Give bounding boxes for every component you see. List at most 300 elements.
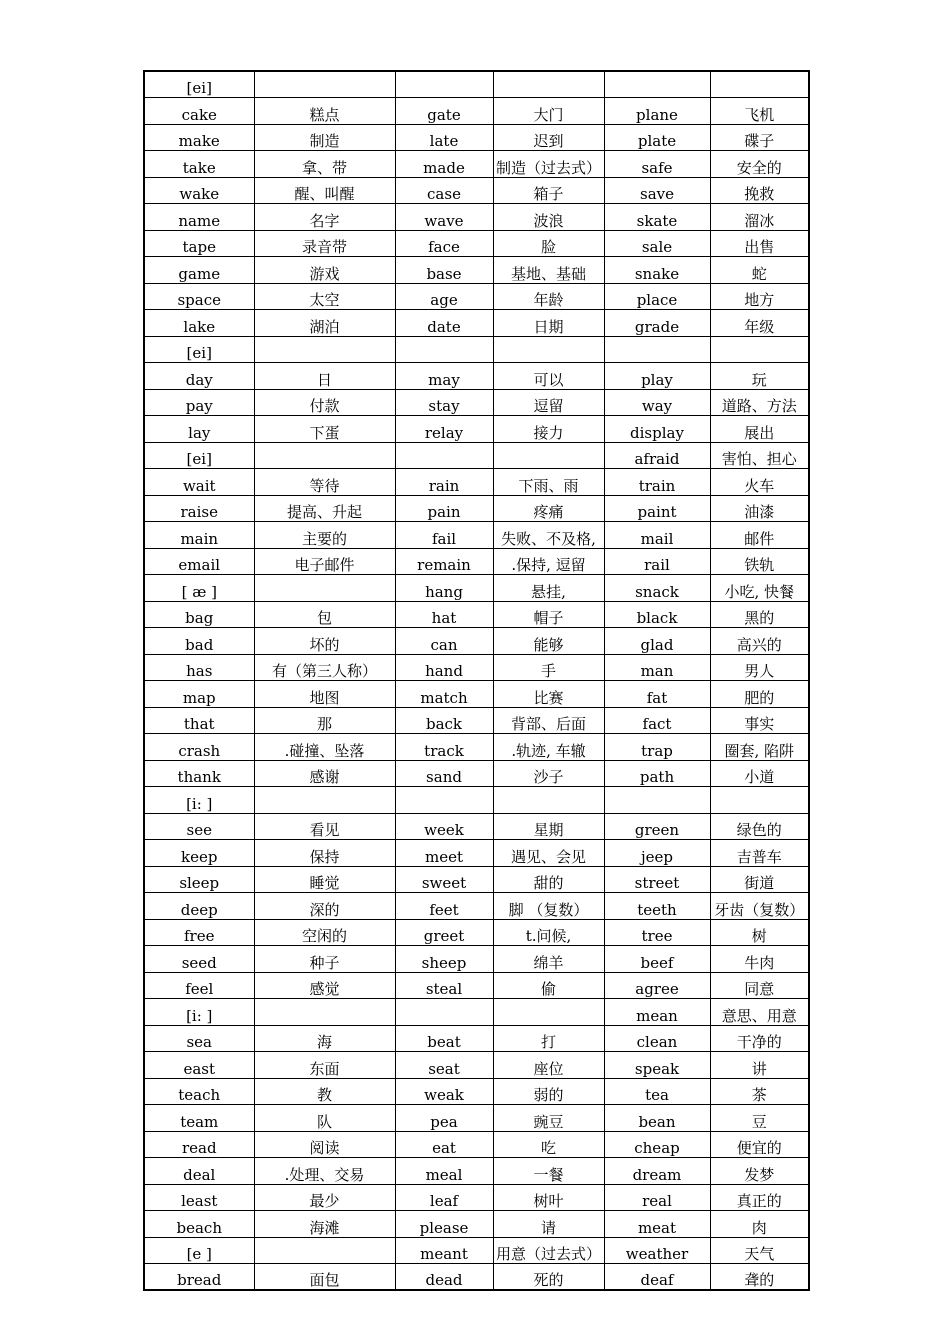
cell-word-3: sale	[604, 230, 710, 257]
cell-word-2: date	[395, 310, 493, 337]
table-row	[144, 681, 809, 708]
cell-meaning-3: 天气	[710, 1237, 809, 1264]
cell-word-1: bad	[144, 628, 254, 655]
cell-word-3: skate	[604, 204, 710, 231]
table-row	[144, 1264, 809, 1291]
cell-meaning-1: 包	[254, 601, 395, 628]
cell-word-2: made	[395, 151, 493, 178]
cell-word-2: face	[395, 230, 493, 257]
cell-meaning-3: 油漆	[710, 495, 809, 522]
cell-meaning-3: 同意	[710, 972, 809, 999]
cell-word-1: has	[144, 654, 254, 681]
cell-meaning-2: 帽子	[493, 601, 604, 628]
cell-meaning-3: 意思、用意	[710, 999, 809, 1026]
cell-word-2: gate	[395, 98, 493, 125]
table-row	[144, 71, 809, 98]
cell-word-2: hang	[395, 575, 493, 602]
table-row	[144, 416, 809, 443]
table-row	[144, 230, 809, 257]
cell-word-3: fact	[604, 707, 710, 734]
cell-meaning-3: 挽救	[710, 177, 809, 204]
cell-meaning-1: 海	[254, 1025, 395, 1052]
cell-word-1: see	[144, 813, 254, 840]
table-row	[144, 601, 809, 628]
cell-meaning-2: 座位	[493, 1052, 604, 1079]
cell-word-1: read	[144, 1131, 254, 1158]
cell-word-3: green	[604, 813, 710, 840]
cell-word-1: crash	[144, 734, 254, 761]
cell-meaning-2: 豌豆	[493, 1105, 604, 1132]
cell-meaning-2: 树叶	[493, 1184, 604, 1211]
cell-word-2: late	[395, 124, 493, 151]
cell-word-3: play	[604, 363, 710, 390]
cell-meaning-3: 聋的	[710, 1264, 809, 1291]
cell-meaning-2: 大门	[493, 98, 604, 125]
cell-meaning-2: 逗留	[493, 389, 604, 416]
cell-word-3: cheap	[604, 1131, 710, 1158]
table-row	[144, 919, 809, 946]
cell-word-1: space	[144, 283, 254, 310]
cell-meaning-3: 干净的	[710, 1025, 809, 1052]
cell-word-3: place	[604, 283, 710, 310]
cell-word-1: name	[144, 204, 254, 231]
cell-word-3: way	[604, 389, 710, 416]
cell-meaning-2	[493, 999, 604, 1026]
cell-word-2: weak	[395, 1078, 493, 1105]
table-row	[144, 999, 809, 1026]
cell-word-3: safe	[604, 151, 710, 178]
cell-word-2: beat	[395, 1025, 493, 1052]
cell-meaning-3: 小道	[710, 760, 809, 787]
cell-word-1: beach	[144, 1211, 254, 1238]
cell-meaning-1: 主要的	[254, 522, 395, 549]
cell-word-3: plate	[604, 124, 710, 151]
cell-meaning-3: 出售	[710, 230, 809, 257]
table-row	[144, 707, 809, 734]
table-row	[144, 310, 809, 337]
cell-word-1: seed	[144, 946, 254, 973]
cell-meaning-2: 悬挂,	[493, 575, 604, 602]
cell-meaning-1: 海滩	[254, 1211, 395, 1238]
table-row	[144, 787, 809, 814]
cell-meaning-1: 睡觉	[254, 866, 395, 893]
cell-word-1: email	[144, 548, 254, 575]
cell-meaning-2: 请	[493, 1211, 604, 1238]
cell-word-1: thank	[144, 760, 254, 787]
cell-meaning-1	[254, 336, 395, 363]
cell-word-1: raise	[144, 495, 254, 522]
cell-meaning-1: 湖泊	[254, 310, 395, 337]
cell-word-2: leaf	[395, 1184, 493, 1211]
cell-word-1: bread	[144, 1264, 254, 1291]
cell-word-1: pay	[144, 389, 254, 416]
cell-meaning-2: .保持, 逗留	[493, 548, 604, 575]
cell-word-3: paint	[604, 495, 710, 522]
table-row	[144, 204, 809, 231]
cell-meaning-3: 安全的	[710, 151, 809, 178]
cell-meaning-2	[493, 787, 604, 814]
table-row	[144, 654, 809, 681]
cell-word-1: lay	[144, 416, 254, 443]
cell-meaning-2: 遇见、会见	[493, 840, 604, 867]
table-row	[144, 1025, 809, 1052]
cell-word-2: pea	[395, 1105, 493, 1132]
cell-word-3: display	[604, 416, 710, 443]
cell-word-3: meat	[604, 1211, 710, 1238]
cell-meaning-1: 太空	[254, 283, 395, 310]
cell-word-2: age	[395, 283, 493, 310]
table-row	[144, 151, 809, 178]
cell-meaning-3: 展出	[710, 416, 809, 443]
cell-meaning-3	[710, 336, 809, 363]
cell-word-1: game	[144, 257, 254, 284]
table-row	[144, 1211, 809, 1238]
cell-meaning-3: 道路、方法	[710, 389, 809, 416]
cell-meaning-1: 录音带	[254, 230, 395, 257]
cell-meaning-3: 年级	[710, 310, 809, 337]
cell-meaning-3: 铁轨	[710, 548, 809, 575]
cell-word-3: bean	[604, 1105, 710, 1132]
cell-word-2: week	[395, 813, 493, 840]
cell-word-1: make	[144, 124, 254, 151]
cell-meaning-2: 甜的	[493, 866, 604, 893]
table-row	[144, 389, 809, 416]
cell-word-1: deal	[144, 1158, 254, 1185]
cell-meaning-2: 吃	[493, 1131, 604, 1158]
cell-word-1: take	[144, 151, 254, 178]
table-row	[144, 363, 809, 390]
table-row	[144, 734, 809, 761]
cell-word-3: jeep	[604, 840, 710, 867]
cell-meaning-2: 下雨、雨	[493, 469, 604, 496]
cell-word-3: street	[604, 866, 710, 893]
cell-word-3	[604, 336, 710, 363]
cell-meaning-3: 事实	[710, 707, 809, 734]
cell-meaning-1	[254, 1237, 395, 1264]
cell-word-2: stay	[395, 389, 493, 416]
cell-meaning-2	[493, 442, 604, 469]
cell-meaning-3: 豆	[710, 1105, 809, 1132]
cell-word-1: main	[144, 522, 254, 549]
cell-word-3: trap	[604, 734, 710, 761]
cell-meaning-2: 失败、不及格,	[493, 522, 604, 549]
cell-word-3: mail	[604, 522, 710, 549]
cell-meaning-1: 那	[254, 707, 395, 734]
table-row	[144, 1158, 809, 1185]
cell-meaning-1: 保持	[254, 840, 395, 867]
cell-meaning-2: 背部、后面	[493, 707, 604, 734]
table-row	[144, 1078, 809, 1105]
cell-word-2: can	[395, 628, 493, 655]
cell-word-3: fat	[604, 681, 710, 708]
cell-meaning-1: 空闲的	[254, 919, 395, 946]
cell-meaning-1: 队	[254, 1105, 395, 1132]
table-row	[144, 1052, 809, 1079]
cell-meaning-1: 坏的	[254, 628, 395, 655]
cell-word-2: meet	[395, 840, 493, 867]
cell-meaning-2: 迟到	[493, 124, 604, 151]
cell-word-3: save	[604, 177, 710, 204]
cell-word-1: lake	[144, 310, 254, 337]
cell-word-1: [i: ]	[144, 787, 254, 814]
cell-word-2: sweet	[395, 866, 493, 893]
cell-word-2: track	[395, 734, 493, 761]
cell-word-2: pain	[395, 495, 493, 522]
table-row	[144, 257, 809, 284]
cell-meaning-1: 醒、叫醒	[254, 177, 395, 204]
cell-word-3: train	[604, 469, 710, 496]
cell-word-1: sleep	[144, 866, 254, 893]
cell-word-1: teach	[144, 1078, 254, 1105]
cell-meaning-3: 茶	[710, 1078, 809, 1105]
cell-word-3: plane	[604, 98, 710, 125]
cell-meaning-2: 弱的	[493, 1078, 604, 1105]
cell-word-1: free	[144, 919, 254, 946]
cell-word-1: [ei]	[144, 442, 254, 469]
cell-word-3: snake	[604, 257, 710, 284]
cell-meaning-1: 付款	[254, 389, 395, 416]
cell-word-2: sand	[395, 760, 493, 787]
cell-meaning-3: 蛇	[710, 257, 809, 284]
cell-word-2: wave	[395, 204, 493, 231]
cell-word-2: steal	[395, 972, 493, 999]
cell-meaning-3: 牙齿（复数）	[710, 893, 809, 920]
cell-meaning-1: 日	[254, 363, 395, 390]
cell-word-1: least	[144, 1184, 254, 1211]
cell-meaning-2: 波浪	[493, 204, 604, 231]
cell-word-2	[395, 71, 493, 98]
cell-meaning-2: 绵羊	[493, 946, 604, 973]
cell-word-2	[395, 442, 493, 469]
cell-word-1: cake	[144, 98, 254, 125]
cell-word-1: map	[144, 681, 254, 708]
cell-meaning-2: 疼痛	[493, 495, 604, 522]
cell-meaning-1: 最少	[254, 1184, 395, 1211]
cell-word-2	[395, 999, 493, 1026]
cell-word-2: hat	[395, 601, 493, 628]
cell-meaning-1: 下蛋	[254, 416, 395, 443]
cell-meaning-3: 肥的	[710, 681, 809, 708]
cell-meaning-3: 便宜的	[710, 1131, 809, 1158]
cell-meaning-2: 偷	[493, 972, 604, 999]
cell-word-3: black	[604, 601, 710, 628]
cell-meaning-3: 发梦	[710, 1158, 809, 1185]
table-row	[144, 1131, 809, 1158]
cell-meaning-1	[254, 442, 395, 469]
cell-meaning-1: 有（第三人称）	[254, 654, 395, 681]
cell-word-2: please	[395, 1211, 493, 1238]
cell-word-1: tape	[144, 230, 254, 257]
cell-meaning-3: 溜冰	[710, 204, 809, 231]
table-row	[144, 124, 809, 151]
cell-word-2: dead	[395, 1264, 493, 1291]
cell-word-2: greet	[395, 919, 493, 946]
cell-word-1: [ei]	[144, 336, 254, 363]
table-row	[144, 1105, 809, 1132]
cell-word-2: relay	[395, 416, 493, 443]
cell-meaning-1	[254, 787, 395, 814]
cell-meaning-3: 飞机	[710, 98, 809, 125]
cell-meaning-2: 箱子	[493, 177, 604, 204]
cell-meaning-1: 阅读	[254, 1131, 395, 1158]
cell-word-2: may	[395, 363, 493, 390]
table-row	[144, 98, 809, 125]
cell-word-2: seat	[395, 1052, 493, 1079]
table-row	[144, 522, 809, 549]
cell-word-1: [i: ]	[144, 999, 254, 1026]
cell-meaning-2: 一餐	[493, 1158, 604, 1185]
cell-meaning-2: 手	[493, 654, 604, 681]
cell-word-1: [ æ ]	[144, 575, 254, 602]
cell-word-3: teeth	[604, 893, 710, 920]
cell-meaning-3: 邮件	[710, 522, 809, 549]
cell-word-2: feet	[395, 893, 493, 920]
cell-word-3: rail	[604, 548, 710, 575]
cell-meaning-1: 面包	[254, 1264, 395, 1291]
cell-meaning-3: 玩	[710, 363, 809, 390]
table-row	[144, 946, 809, 973]
cell-meaning-2: 能够	[493, 628, 604, 655]
cell-meaning-2: 制造（过去式）	[493, 151, 604, 178]
cell-word-2: remain	[395, 548, 493, 575]
table-row	[144, 813, 809, 840]
table-row	[144, 548, 809, 575]
cell-word-1: feel	[144, 972, 254, 999]
cell-word-1: bag	[144, 601, 254, 628]
cell-meaning-2: 打	[493, 1025, 604, 1052]
cell-word-2	[395, 787, 493, 814]
cell-meaning-1: 感谢	[254, 760, 395, 787]
table-row	[144, 628, 809, 655]
cell-meaning-3: 讲	[710, 1052, 809, 1079]
cell-meaning-1: 种子	[254, 946, 395, 973]
cell-word-3: beef	[604, 946, 710, 973]
cell-word-2: meal	[395, 1158, 493, 1185]
cell-word-1: [ei]	[144, 71, 254, 98]
cell-meaning-3: 碟子	[710, 124, 809, 151]
cell-word-3: snack	[604, 575, 710, 602]
cell-meaning-3: 男人	[710, 654, 809, 681]
cell-meaning-3: 高兴的	[710, 628, 809, 655]
cell-word-2: sheep	[395, 946, 493, 973]
cell-meaning-3: 圈套, 陷阱	[710, 734, 809, 761]
cell-meaning-2: 日期	[493, 310, 604, 337]
cell-meaning-3: 真正的	[710, 1184, 809, 1211]
cell-meaning-1: 深的	[254, 893, 395, 920]
cell-word-3: mean	[604, 999, 710, 1026]
cell-word-2	[395, 336, 493, 363]
cell-meaning-1: 提高、升起	[254, 495, 395, 522]
cell-word-3: clean	[604, 1025, 710, 1052]
cell-meaning-1: 地图	[254, 681, 395, 708]
cell-word-2: fail	[395, 522, 493, 549]
cell-meaning-2: 脸	[493, 230, 604, 257]
cell-meaning-3	[710, 787, 809, 814]
cell-meaning-2: .轨迹, 车辙	[493, 734, 604, 761]
cell-word-2: hand	[395, 654, 493, 681]
cell-word-3: glad	[604, 628, 710, 655]
cell-word-2: eat	[395, 1131, 493, 1158]
cell-meaning-1: 电子邮件	[254, 548, 395, 575]
cell-word-3: tea	[604, 1078, 710, 1105]
cell-word-2: rain	[395, 469, 493, 496]
table-row	[144, 760, 809, 787]
cell-meaning-2: t.问候,	[493, 919, 604, 946]
cell-word-3: agree	[604, 972, 710, 999]
cell-word-3: path	[604, 760, 710, 787]
cell-meaning-3: 绿色的	[710, 813, 809, 840]
cell-meaning-2	[493, 71, 604, 98]
cell-meaning-2: 死的	[493, 1264, 604, 1291]
cell-meaning-2: 脚 （复数）	[493, 893, 604, 920]
cell-meaning-3: 小吃, 快餐	[710, 575, 809, 602]
cell-word-2: match	[395, 681, 493, 708]
cell-word-1: [e ]	[144, 1237, 254, 1264]
cell-meaning-1: .处理、交易	[254, 1158, 395, 1185]
cell-word-3: grade	[604, 310, 710, 337]
cell-meaning-1: 东面	[254, 1052, 395, 1079]
cell-meaning-1: 糕点	[254, 98, 395, 125]
cell-word-3: weather	[604, 1237, 710, 1264]
table-row	[144, 283, 809, 310]
cell-meaning-2	[493, 336, 604, 363]
cell-meaning-1: 等待	[254, 469, 395, 496]
table-row	[144, 442, 809, 469]
cell-word-3: speak	[604, 1052, 710, 1079]
cell-word-2: base	[395, 257, 493, 284]
table-row	[144, 1184, 809, 1211]
cell-word-1: wait	[144, 469, 254, 496]
cell-meaning-2: 基地、基础	[493, 257, 604, 284]
cell-meaning-2: 可以	[493, 363, 604, 390]
cell-meaning-1: 名字	[254, 204, 395, 231]
cell-meaning-3	[710, 71, 809, 98]
cell-meaning-1: 制造	[254, 124, 395, 151]
table-row	[144, 336, 809, 363]
cell-meaning-3: 树	[710, 919, 809, 946]
cell-meaning-2: 沙子	[493, 760, 604, 787]
cell-word-3: real	[604, 1184, 710, 1211]
table-row	[144, 893, 809, 920]
cell-word-1: deep	[144, 893, 254, 920]
cell-meaning-2: 接力	[493, 416, 604, 443]
table-row	[144, 177, 809, 204]
table-row	[144, 575, 809, 602]
cell-meaning-1: 拿、带	[254, 151, 395, 178]
vocabulary-table	[143, 70, 810, 1291]
cell-word-2: case	[395, 177, 493, 204]
cell-word-1: day	[144, 363, 254, 390]
cell-word-3: afraid	[604, 442, 710, 469]
cell-meaning-1: 看见	[254, 813, 395, 840]
cell-meaning-1: 教	[254, 1078, 395, 1105]
cell-word-1: wake	[144, 177, 254, 204]
cell-word-3: dream	[604, 1158, 710, 1185]
cell-word-3: man	[604, 654, 710, 681]
cell-word-1: team	[144, 1105, 254, 1132]
cell-meaning-1	[254, 575, 395, 602]
cell-word-2: meant	[395, 1237, 493, 1264]
cell-meaning-1	[254, 71, 395, 98]
cell-word-3	[604, 787, 710, 814]
cell-word-3: tree	[604, 919, 710, 946]
cell-meaning-2: 星期	[493, 813, 604, 840]
cell-word-3: deaf	[604, 1264, 710, 1291]
cell-word-1: sea	[144, 1025, 254, 1052]
table-row	[144, 469, 809, 496]
cell-meaning-2: 年龄	[493, 283, 604, 310]
cell-meaning-3: 黑的	[710, 601, 809, 628]
